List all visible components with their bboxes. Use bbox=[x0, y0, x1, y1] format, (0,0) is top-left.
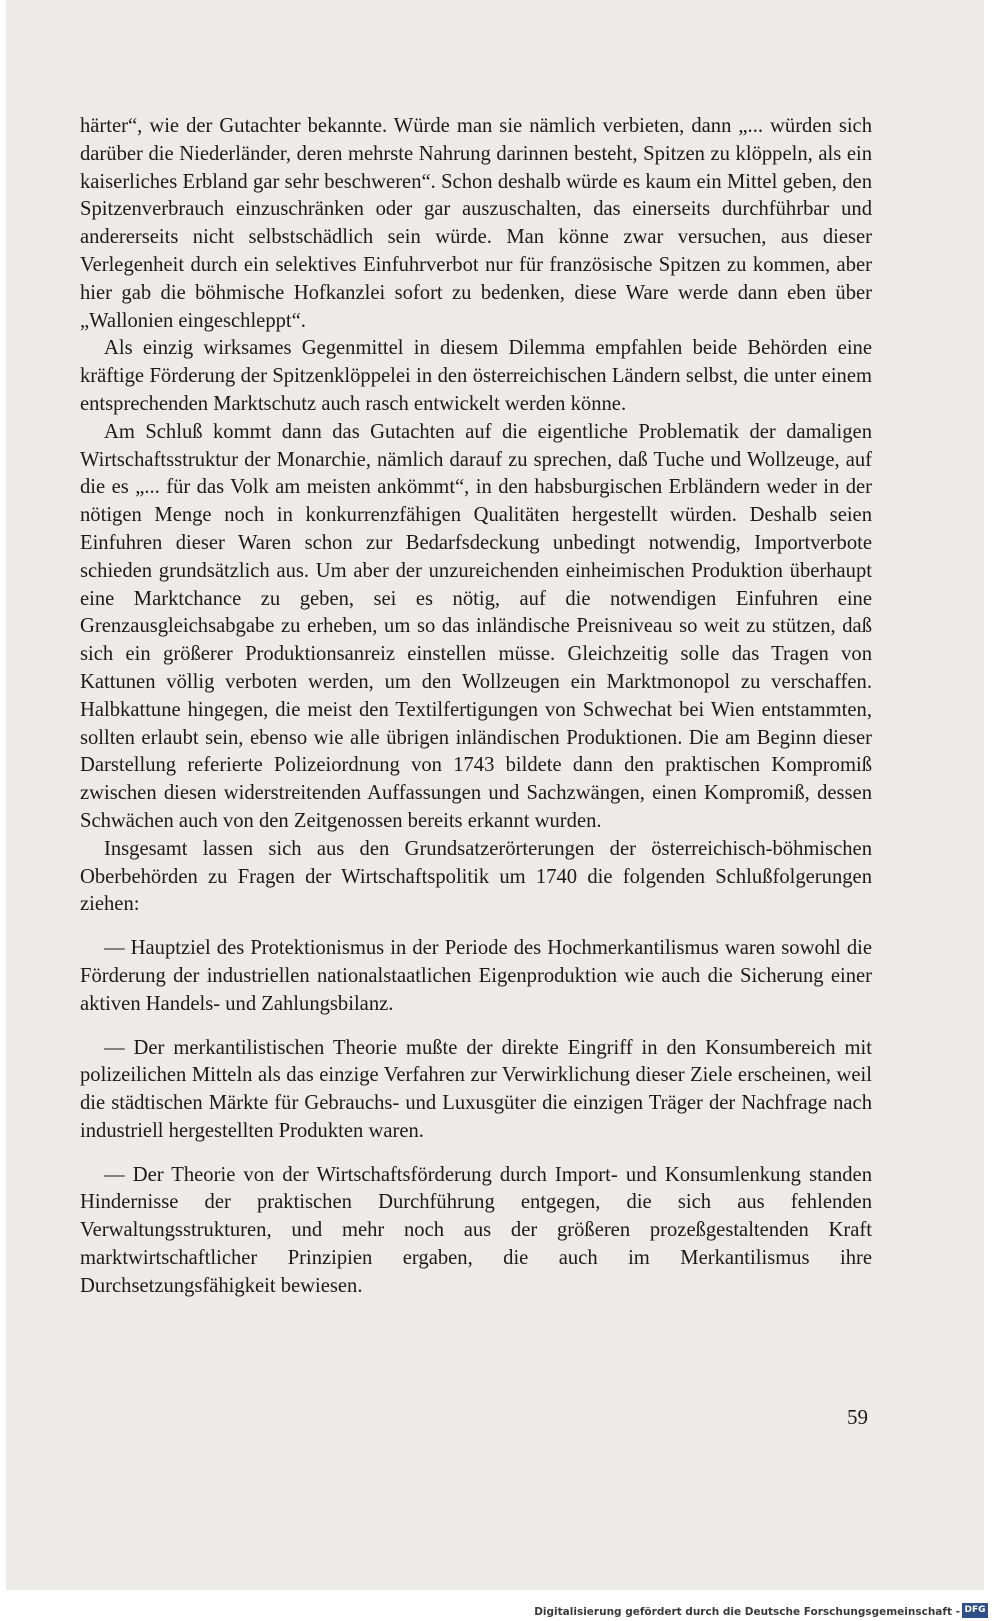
conclusion-item: — Der merkantilistischen Theorie mußte der direkte Eingriff in den Konsumbereich mit polizeilichen Mitteln als das einzige Verfahren zur Verwirklichung dieser Ziele erscheinen, weil die städtischen Märkte für Gebrauchs- und Luxusgüter die einzigen Träger der Nachfrage nach industriell hergestellten Produkten waren. bbox=[80, 1036, 872, 1142]
digitization-credit: Digitalisierung gefördert durch die Deutsche Forschungsgemeinschaft - bbox=[534, 1606, 960, 1618]
body-text bbox=[80, 113, 872, 1317]
paragraph-summary-intro: Insgesamt lassen sich aus den Grundsatzerörterungen der österreichisch-böhmischen Oberbehörden zu Fragen der Wirtschaftspolitik um 1740 die folgenden Schlußfolgerungen ziehen: bbox=[80, 837, 872, 916]
dfg-logo: DFG bbox=[962, 1603, 988, 1618]
page-number: 59 bbox=[847, 1405, 868, 1429]
conclusion-item: — Der Theorie von der Wirtschaftsförderung durch Import- und Konsumlenkung standen Hindernisse der praktischen Durchführung entgegen, die sich aus fehlenden Verwaltungsstrukturen, und mehr noch aus der größeren prozeßgestaltenden Kraft marktwirtschaftlicher Prinzipien ergaben, die auch im Merkantilismus ihre Durchsetzungsfähigkeit bewiesen. bbox=[80, 1163, 872, 1297]
paragraph-remedy: Als einzig wirksames Gegenmittel in diesem Dilemma empfahlen beide Behörden eine kräftige Förderung der Spitzenklöppelei in den österreichischen Ländern selbst, die unter einem entsprechenden Marktschutz auch rasch entwickelt werden könne. bbox=[80, 337, 872, 415]
conclusion-item: — Hauptziel des Protektionismus in der Periode des Hochmerkantilismus waren sowohl die Förderung der industriellen nationalstaatlichen Eigenproduktion wie auch die Sicherung einer aktiven Handels- und Zahlungsbilanz. bbox=[80, 937, 872, 1015]
paragraph-conclusion-of-report: Am Schluß kommt dann das Gutachten auf die eigentliche Problematik der damaligen Wirtschaftsstruktur der Monarchie, nämlich darauf zu sprechen, daß Tuche und Wollzeuge, auf die es „... für das Volk am meisten ankömmt“, in den habsburgischen Erbländern weder in der nötigen Menge noch in konkurrenzfähigen Qualitäten hergestellt würden. Deshalb seien Einfuhren dieser Waren schon zur Bedarfsdeckung unbedingt notwendig, Importverbote schieden grundsätzlich aus. Um aber der unzureichenden einheimischen Produktion überhaupt eine Marktchance zu geben, sei es nötig, auf die notwendigen Einfuhren eine Grenzausgleichsabgabe zu erheben, um so das inländische Preisniveau so weit zu stützen, daß sich ein größerer Produktionsanreiz einstellen müsse. Gleichzeitig solle das Tragen von Kattunen völlig verboten werden, um den Wollzeugen ein Marktmonopol zu verschaffen. Halbkattune hingegen, die meist den Textilfertigungen von Schwechat bei Wien entstammten, sollten erlaubt sein, ebenso wie alle übrigen inländischen Produktionen. Die am Beginn dieser Darstellung referierte Polizeiordnung von 1743 bildete dann den praktischen Kompromiß zwischen diesen widerstreitenden Auffassungen und Sachzwängen, einen Kompromiß, dessen Schwächen auch von den Zeitgenossen bereits erkannt wurden. bbox=[80, 420, 872, 832]
paragraph-continued: härter“, wie der Gutachter bekannte. Würde man sie nämlich verbieten, dann „... würden sich darüber die Niederländer, deren mehrste Nahrung darinnen besteht, Spitzen zu klöppeln, als ein kaiserliches Erbland gar sehr beschweren“. Schon deshalb würde es kaum ein Mittel geben, den Spitzenverbrauch einzuschränken oder gar auszuschalten, das einerseits durchführbar und andererseits nicht selbstschädlich sein würde. Man könne zwar versuchen, aus dieser Verlegenheit durch ein selektives Einfuhrverbot nur für französische Spitzen zu kommen, aber hier gab die böhmische Hofkanzlei sofort zu bedenken, diese Ware werde dann eben über „Wallonien eingeschleppt“. bbox=[80, 115, 872, 332]
